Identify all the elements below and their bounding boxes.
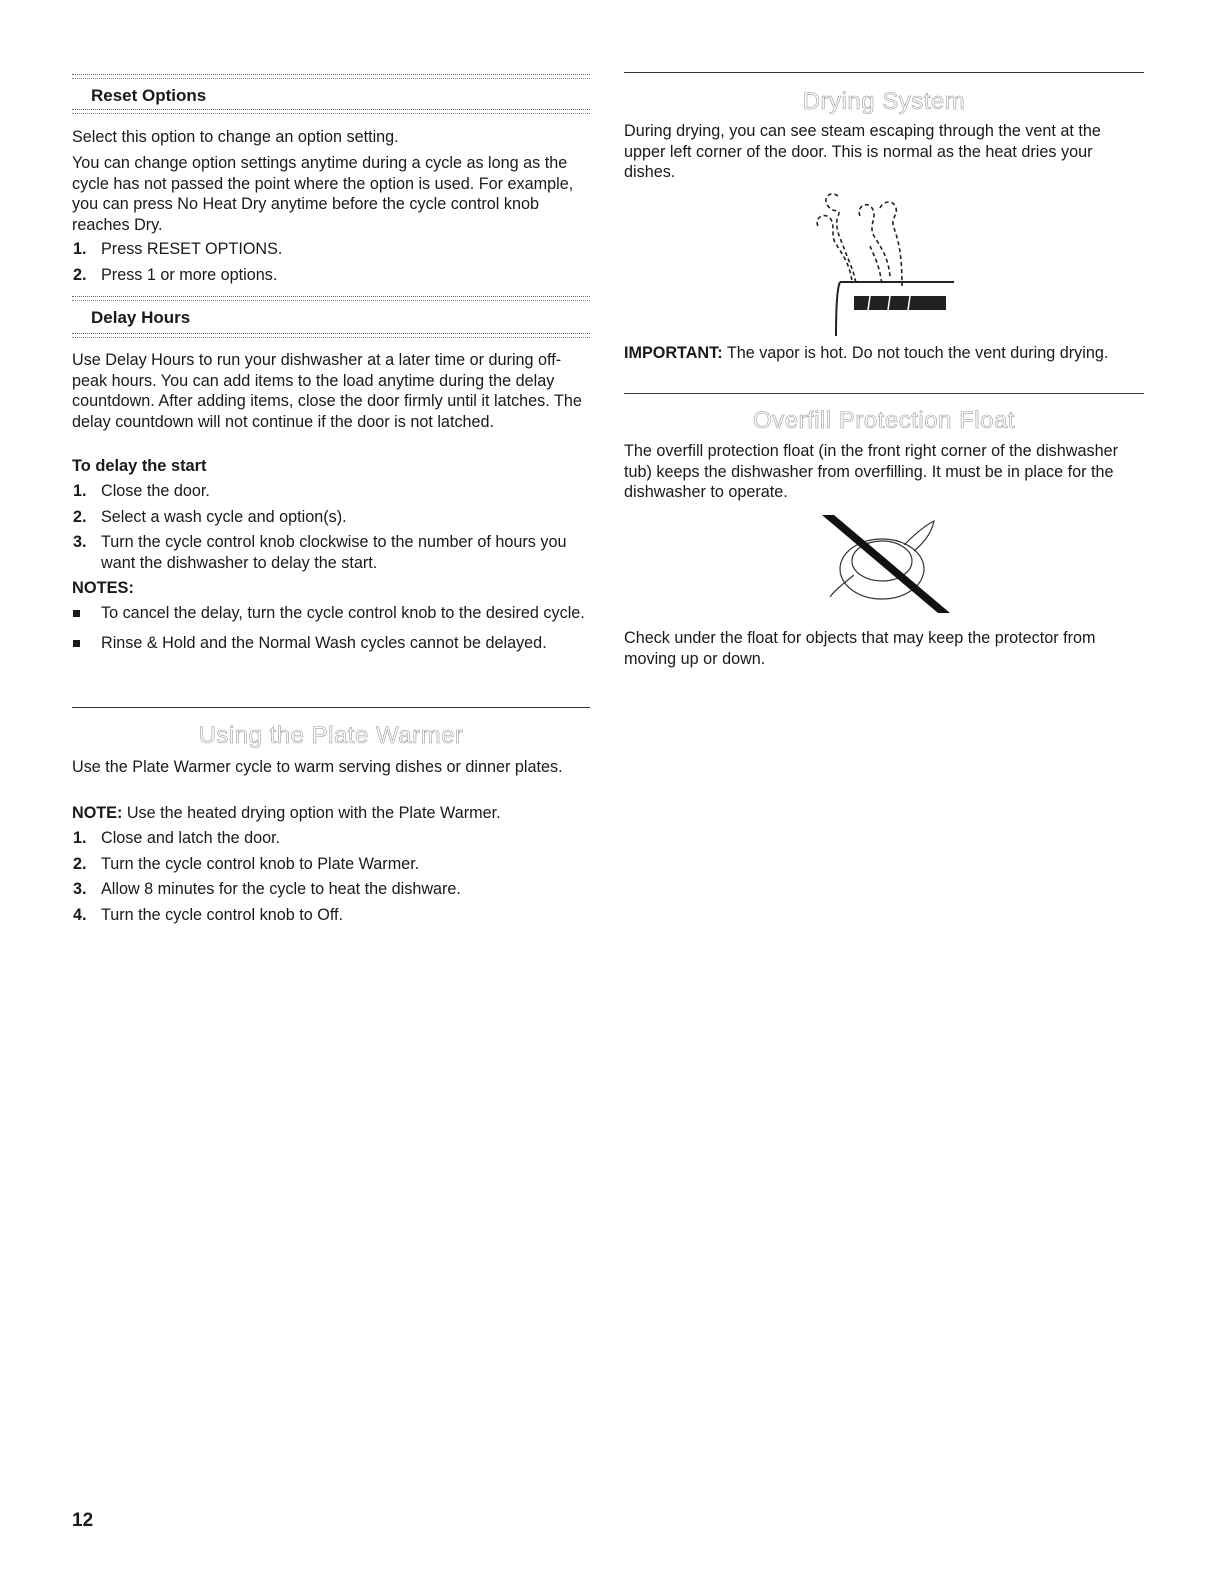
bullet-icon: [73, 610, 80, 617]
step-number: 2.: [73, 265, 87, 284]
drying-important: [624, 343, 1144, 364]
reset-options-intro: Select this option to change an option setting.: [72, 128, 399, 146]
step-text: Allow 8 minutes for the cycle to heat the dishware.: [101, 880, 461, 898]
step-number: 3.: [73, 880, 87, 898]
note-text: Rinse & Hold and the Normal Wash cycles cannot be delayed.: [101, 633, 547, 652]
list-item: [72, 854, 590, 875]
divider: [72, 333, 590, 338]
list-item: [72, 265, 590, 286]
divider: [72, 109, 590, 114]
step-number: 4.: [73, 905, 87, 924]
step-number: 1.: [73, 240, 87, 258]
important-label: IMPORTANT:: [624, 344, 723, 362]
step-text: Turn the cycle control knob clockwise to the number of hours you want the dishwasher to delay the start.: [101, 533, 567, 572]
list-item: [72, 879, 590, 900]
steam-vent-illustration: [810, 186, 960, 338]
step-text: Close and latch the door.: [101, 829, 281, 847]
list-item: [72, 532, 590, 573]
overfill-check: Check under the float for objects that may keep the protector from moving up or down.: [624, 629, 1096, 668]
reset-options-body: You can change option settings anytime during a cycle as long as the cycle has not passed the point where the option is used. For example, you can press No Heat Dry anytime before the cycle control knob reaches Dry.: [72, 154, 574, 234]
step-text: Press 1 or more options.: [101, 265, 278, 284]
step-number: 1.: [73, 829, 87, 847]
step-text: Press RESET OPTIONS.: [101, 240, 283, 258]
plate-warmer-title: Using the Plate Warmer: [198, 722, 464, 749]
notes-list: [72, 603, 590, 653]
delay-hours-body: Use Delay Hours to run your dishwasher at a later time or during off-peak hours. You can add items to the load anytime during the delay countdown. After adding items, close the door firmly until it latches. The delay countdown will not continue if the door is not latched.: [72, 351, 582, 431]
list-item: [72, 603, 590, 624]
drying-system-title: Drying System: [802, 88, 966, 115]
list-item: [72, 507, 590, 528]
step-number: 1.: [73, 482, 87, 500]
delay-start-steps: [72, 481, 590, 573]
overfill-title: Overfill Protection Float: [753, 407, 1015, 434]
page-number: 12: [72, 1510, 94, 1531]
list-item: [72, 633, 590, 654]
section-rule: [624, 393, 1144, 394]
list-item: [72, 905, 590, 926]
notes-label: NOTES:: [72, 579, 134, 597]
list-item: [72, 828, 590, 849]
reset-options-steps: [72, 239, 590, 285]
overfill-body: The overfill protection float (in the front right corner of the dishwasher tub) keeps the dishwasher from overfilling. It must be in place for the dishwasher to operate.: [624, 442, 1118, 501]
important-text: The vapor is hot. Do not touch the vent during drying.: [722, 344, 1109, 362]
plate-warmer-body: Use the Plate Warmer cycle to warm serving dishes or dinner plates.: [72, 758, 563, 776]
step-text: Turn the cycle control knob to Plate Warmer.: [101, 854, 420, 873]
step-number: 2.: [73, 854, 87, 873]
plate-warmer-note: [72, 803, 590, 824]
divider: [72, 296, 590, 301]
divider: [72, 74, 590, 79]
step-text: Select a wash cycle and option(s).: [101, 507, 347, 526]
drying-system-body: During drying, you can see steam escaping through the vent at the upper left corner of the door. This is normal as the heat dries your dishes.: [624, 122, 1101, 181]
section-rule: [72, 707, 590, 708]
step-text: Turn the cycle control knob to Off.: [101, 905, 344, 924]
step-text: Close the door.: [101, 482, 210, 500]
bullet-icon: [73, 640, 80, 647]
list-item: [72, 481, 590, 502]
plate-warmer-steps: [72, 828, 590, 925]
delay-hours-heading: Delay Hours: [91, 308, 191, 327]
note-text: To cancel the delay, turn the cycle control knob to the desired cycle.: [101, 604, 585, 622]
reset-options-heading: Reset Options: [91, 86, 207, 105]
list-item: [72, 239, 590, 260]
step-number: 2.: [73, 507, 87, 526]
section-rule: [624, 72, 1144, 73]
step-number: 3.: [73, 533, 87, 551]
delay-start-subheading: To delay the start: [72, 457, 207, 475]
note-text: Use the heated drying option with the Plate Warmer.: [122, 804, 501, 822]
note-label: NOTE:: [72, 804, 123, 822]
float-illustration: [814, 513, 954, 617]
